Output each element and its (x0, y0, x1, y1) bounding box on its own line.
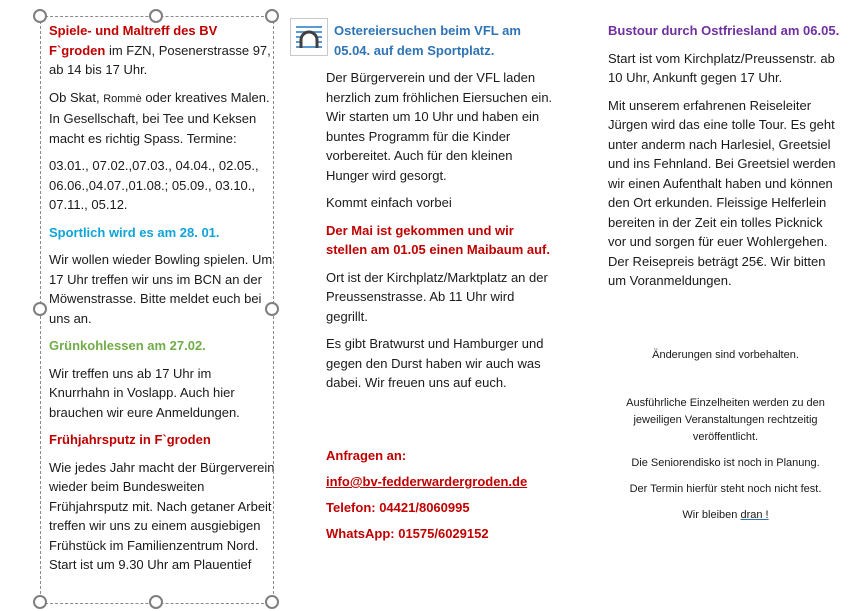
ostereier-text: Der Bürgerverein und der VFL laden herzlich zum fröhlichen Eiersuchen ein. Wir starten um 10 Uhr und haben ein buntes Programm für die Kinder vorbereitet. Auch für den kleinen Hunger wird gesorgt. (326, 70, 553, 183)
email-link[interactable]: info@bv-fedderwardergroden.de (326, 474, 528, 489)
fruehjahrsputz-text: Wie jedes Jahr macht der Bürgerverein wieder beim Bundesweiten Frühjahrsputz mit. Nach getaner Arbeit treffen wir uns zu einem ausgiebigen Frühstück im Familienzentrum Nord. Start ist um 9.30 Uhr am Plauentief (49, 459, 275, 572)
text-box-column-1[interactable] (49, 21, 275, 583)
contact-heading: Anfragen an: (326, 448, 407, 463)
bustour-heading: Bustour durch Ostfriesland am 06.05. (608, 23, 840, 38)
text-column-2 (326, 21, 558, 401)
spieletreff-desc-romme: Rommè (103, 92, 142, 105)
text-column-3 (608, 21, 843, 299)
gruenkohl-heading: Grünkohlessen am 27.02. (49, 338, 206, 353)
spieletreff-description (49, 88, 275, 149)
spieletreff-paragraph (49, 21, 275, 80)
fruehjahrsputz-heading: Frühjahrsputz in F`groden (49, 432, 211, 447)
resize-handle-top-right[interactable] (265, 9, 279, 23)
spieletreff-dates: 03.01., 07.02.,07.03., 04.04., 02.05., 06.06.,04.07.,01.08.; 05.09., 03.10., 07.11., 05.12. (49, 158, 259, 212)
spieletreff-heading: Spiele- und Maltreff des BV F`groden (49, 23, 218, 58)
bowling-text: Wir wollen wieder Bowling spielen. Um 17 Uhr treffen wir uns im BCN an der Möwenstrasse. Bitte meldet euch bei uns an. (49, 252, 273, 326)
resize-handle-top-left[interactable] (33, 9, 47, 23)
note-date: Der Termin hierfür steht noch nicht fest. (629, 483, 822, 495)
contact-block (326, 446, 566, 551)
maibaum-heading: Der Mai ist gekommen und wir stellen am 01.05 einen Maibaum auf. (326, 222, 550, 257)
resize-handle-left[interactable] (33, 302, 47, 316)
resize-handle-bottom-left[interactable] (33, 595, 47, 609)
note-stay-tuned (608, 507, 843, 524)
resize-handle-bottom-right[interactable] (265, 595, 279, 609)
bowling-heading: Sportlich wird es am 28. 01. (49, 224, 220, 240)
bustour-description: Mit unserem erfahrenen Reiseleiter Jürgen wird das eine tolle Tour. Es geht unter anderm nach Harlesiel, Greetsiel und ins Fehnland. Bei Greetsiel werden wir einen Aufenthalt haben und können den Ort erkunden. Fleissige Helferlein bereiten in der Zeit ein tolles Picknick vor und sorgen für euer Wohlergehen. Der Reisepreis beträgt 25€. Wir bitten um Voranmeldungen. (608, 97, 836, 288)
phone-number: Telefon: 04421/8060995 (326, 500, 470, 515)
resize-handle-right[interactable] (265, 302, 279, 316)
note-changes: Änderungen sind vorbehalten. (652, 349, 799, 361)
bustour-start: Start ist vom Kirchplatz/Preussenstr. ab 10 Uhr, Ankunft gegen 17 Uhr. (608, 50, 835, 85)
note-stay-tuned-a: Wir bleiben (682, 509, 741, 521)
kommt-vorbei: Kommt einfach vorbei (326, 195, 452, 210)
note-details: Ausführliche Einzelheiten werden zu den jeweiligen Veranstaltungen rechtzeitig veröffentlicht. (626, 397, 825, 443)
spieletreff-desc-a: Ob Skat, (49, 89, 104, 105)
layout-options-icon[interactable] (290, 18, 328, 56)
whatsapp-number: WhatsApp: 01575/6029152 (326, 526, 489, 541)
note-stay-tuned-b: dran ! (740, 509, 769, 521)
spieletreff-location: im FZN, Posenerstrasse 97, ab 14 bis 17 Uhr. (49, 42, 271, 77)
gruenkohl-text: Wir treffen uns ab 17 Uhr im Knurrhahn in Voslapp. Auch hier brauchen wir eure Anmeldungen. (49, 365, 240, 420)
resize-handle-bottom[interactable] (149, 595, 163, 609)
note-disco: Die Seniorendisko ist noch in Planung. (631, 457, 820, 469)
notes-block (608, 347, 843, 533)
maibaum-location: Ort ist der Kirchplatz/Marktplatz an der Preussenstrasse. Ab 11 Uhr wird gegrillt. (326, 269, 548, 324)
ostereier-heading: Ostereiersuchen beim VFL am 05.04. auf dem Sportplatz. (334, 23, 521, 58)
spieletreff-desc-c: oder kreatives Malen. In Gesellschaft, bei Tee und Keksen macht es richtig Spass. Termine: (49, 89, 270, 146)
maibaum-food: Es gibt Bratwurst und Hamburger und gegen den Durst haben wir auch was dabei. Wir freuen uns auf euch. (326, 336, 544, 390)
resize-handle-top[interactable] (149, 9, 163, 23)
